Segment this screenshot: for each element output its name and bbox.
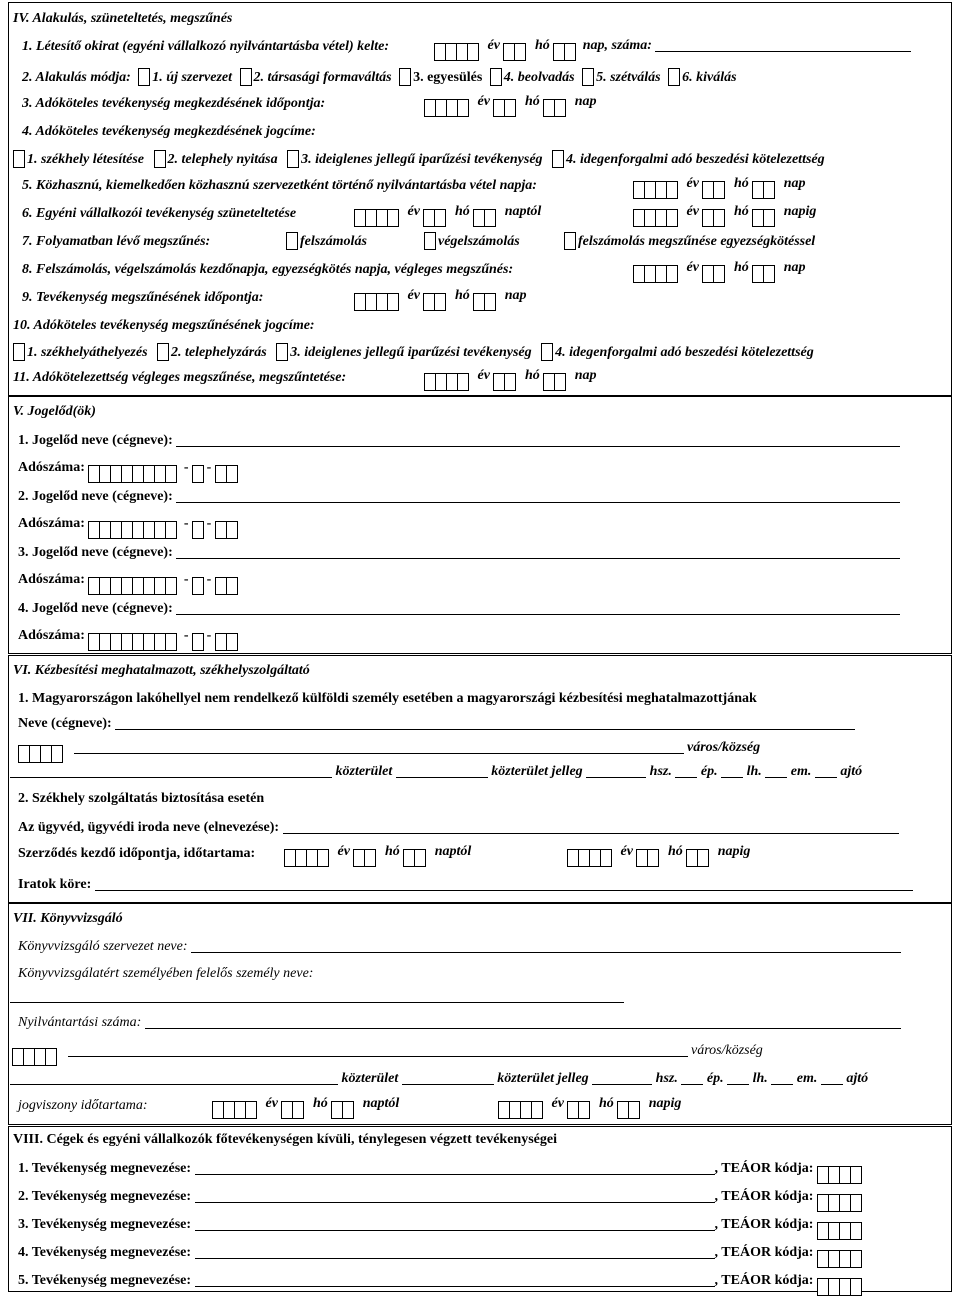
city-field[interactable]: [74, 739, 684, 754]
input-box[interactable]: [457, 373, 469, 391]
checkbox[interactable]: [154, 150, 166, 168]
input-box[interactable]: [666, 181, 678, 199]
month-boxes[interactable]: [493, 373, 515, 391]
checkbox[interactable]: [276, 343, 288, 361]
input-box[interactable]: [713, 209, 725, 227]
predecessor-4-tax: Adószáma: - -: [18, 628, 237, 651]
input-box[interactable]: [484, 209, 496, 227]
documents-field[interactable]: [95, 876, 913, 891]
s7-felelos-line: [10, 988, 624, 1005]
s4-r5-label: 5. Közhasznú, kiemelkedően közhasznú szervezetként történő nyilvántartásba vétel napja:: [22, 178, 537, 193]
tax-county-boxes[interactable]: [215, 521, 237, 539]
postal-code-boxes[interactable]: [12, 1048, 56, 1066]
section-vi-title: VI. Kézbesítési meghatalmazott, székhelyszolgáltató: [13, 663, 310, 678]
day-boxes[interactable]: [553, 43, 575, 61]
input-box[interactable]: [226, 633, 238, 651]
teaor-boxes[interactable]: [817, 1166, 861, 1184]
city-field[interactable]: [68, 1042, 688, 1057]
input-box[interactable]: [713, 181, 725, 199]
input-box[interactable]: [342, 1101, 354, 1119]
input-box[interactable]: [434, 293, 446, 311]
month-boxes[interactable]: [702, 265, 724, 283]
predecessor-name-field[interactable]: [176, 544, 900, 559]
tax-county-boxes[interactable]: [215, 577, 237, 595]
year-boxes[interactable]: [633, 181, 677, 199]
input-box[interactable]: [647, 849, 659, 867]
s4-r10-label: 10. Adóköteles tevékenység megszűnésének jogcíme:: [13, 318, 315, 333]
activity-name-field[interactable]: [195, 1160, 715, 1175]
predecessor-3-name: 3. Jogelőd neve (cégneve):: [18, 544, 900, 561]
checkbox[interactable]: [138, 68, 150, 86]
checkbox[interactable]: [564, 232, 576, 250]
year-boxes[interactable]: [212, 1101, 256, 1119]
s4-row6-from: év hó naptól: [354, 204, 541, 227]
s7-nyilv-row: Nyilvántartási száma:: [18, 1014, 901, 1031]
section-iv-title: IV. Alakulás, szüneteltetés, megszűnés: [13, 11, 233, 26]
checkbox[interactable]: [13, 343, 25, 361]
checkbox[interactable]: [424, 232, 436, 250]
floor-field[interactable]: [765, 763, 787, 778]
month-boxes[interactable]: [353, 849, 375, 867]
day-boxes[interactable]: [543, 99, 565, 117]
checkbox[interactable]: [157, 343, 169, 361]
s6-contract-to: év hó napig: [567, 844, 750, 867]
input-box[interactable]: [192, 633, 204, 651]
auditor-org-field[interactable]: [191, 938, 901, 953]
year-boxes[interactable]: [498, 1101, 542, 1119]
day-boxes[interactable]: [403, 849, 425, 867]
s6-ugyved-row: Az ügyvéd, ügyvédi iroda neve (elnevezése):: [18, 819, 899, 836]
input-box[interactable]: [531, 1101, 543, 1119]
staircase-field[interactable]: [727, 1070, 749, 1085]
input-box[interactable]: [165, 633, 177, 651]
input-box[interactable]: [666, 209, 678, 227]
door-field[interactable]: [815, 763, 837, 778]
year-boxes[interactable]: [567, 849, 611, 867]
tax-id-boxes[interactable]: [88, 633, 176, 651]
activity-name-field[interactable]: [195, 1188, 715, 1203]
s6-contract-from: év hó naptól: [284, 844, 471, 867]
checkbox[interactable]: [13, 150, 25, 168]
input-box[interactable]: [578, 1101, 590, 1119]
input-box[interactable]: [504, 99, 516, 117]
input-box[interactable]: [226, 577, 238, 595]
month-boxes[interactable]: [281, 1101, 303, 1119]
s4-row3-date: év hó nap: [424, 94, 597, 117]
s4-row8-date: év hó nap: [633, 260, 806, 283]
input-box[interactable]: [387, 293, 399, 311]
section-v-title: V. Jogelőd(ök): [13, 404, 96, 419]
section-iv: [8, 2, 952, 396]
s6-szekhely-row: város/község: [18, 739, 760, 763]
s4-row9-date: év hó nap: [354, 288, 527, 311]
input-box[interactable]: [165, 521, 177, 539]
s4-row6-to: év hó napig: [633, 204, 816, 227]
month-boxes[interactable]: [702, 209, 724, 227]
s6-r2-label: 2. Székhely szolgáltatás biztosítása esetén: [18, 791, 265, 806]
input-box[interactable]: [850, 1278, 862, 1296]
day-boxes[interactable]: [752, 181, 774, 199]
name-field[interactable]: [115, 715, 855, 730]
input-box[interactable]: [850, 1222, 862, 1240]
tax-code-box[interactable]: [192, 465, 203, 483]
day-boxes[interactable]: [686, 849, 708, 867]
input-box[interactable]: [457, 99, 469, 117]
tax-county-boxes[interactable]: [215, 465, 237, 483]
tax-id-boxes[interactable]: [88, 465, 176, 483]
checkbox[interactable]: [668, 68, 680, 86]
month-boxes[interactable]: [423, 209, 445, 227]
input-box[interactable]: [504, 373, 516, 391]
day-boxes[interactable]: [752, 209, 774, 227]
input-box[interactable]: [45, 1048, 57, 1066]
street-field[interactable]: [10, 1070, 338, 1085]
s4-row11-date: év hó nap: [424, 368, 597, 391]
tax-county-boxes[interactable]: [215, 633, 237, 651]
input-box[interactable]: [165, 577, 177, 595]
s4-row2: 2. Alakulás módja: 1. új szervezet 2. társasági formaváltás 3. egyesülés 4. beolvadás 5. szétválás 6. kiválás: [22, 70, 737, 85]
street-type-field[interactable]: [396, 763, 488, 778]
tax-code-box[interactable]: [192, 577, 203, 595]
input-box[interactable]: [226, 465, 238, 483]
input-box[interactable]: [666, 265, 678, 283]
predecessor-2-tax: Adószáma: - -: [18, 516, 237, 539]
s4-row1-date: év hó nap, száma:: [434, 37, 911, 61]
checkbox[interactable]: [582, 68, 594, 86]
input-box[interactable]: [387, 209, 399, 227]
teaor-boxes[interactable]: [817, 1194, 861, 1212]
s4-r6-label: 6. Egyéni vállalkozói tevékenység szüneteltetése: [22, 206, 297, 221]
input-box[interactable]: [484, 293, 496, 311]
house-number-field[interactable]: [586, 763, 646, 778]
tax-id-boxes[interactable]: [88, 521, 176, 539]
input-box[interactable]: [763, 265, 775, 283]
day-boxes[interactable]: [331, 1101, 353, 1119]
day-boxes[interactable]: [617, 1101, 639, 1119]
house-number-field[interactable]: [592, 1070, 652, 1085]
s4-r7-label: 7. Folyamatban lévő megszűnés:: [22, 234, 211, 249]
s4-r7-opt3: felszámolás megszűnése egyezségkötéssel: [564, 232, 815, 250]
s7-felelos-label: Könyvvizsgálatért személyében felelős személy neve:: [18, 966, 314, 981]
s7-address-row: közterület közterület jelleg hsz. ép. lh. em. ajtó: [10, 1070, 868, 1087]
s4-r8-label: 8. Felszámolás, végelszámolás kezdőnapja, egyezségkötés napja, végleges megszűnés:: [22, 262, 514, 277]
month-boxes[interactable]: [567, 1101, 589, 1119]
s4-row1: [22, 39, 389, 55]
activity-row-4: 4. Tevékenység megnevezése: , TEÁOR kódja:: [18, 1244, 861, 1268]
year-boxes[interactable]: [633, 209, 677, 227]
predecessor-3-tax: Adószáma: - -: [18, 572, 237, 595]
checkbox[interactable]: [287, 150, 299, 168]
s6-r1-label: 1. Magyarországon lakóhellyel nem rendelkező külföldi személy esetében a magyarországi kézbesítési meghatalmazottjának: [18, 691, 757, 706]
input-box[interactable]: [763, 209, 775, 227]
input-box[interactable]: [226, 521, 238, 539]
lawyer-name-field[interactable]: [283, 819, 899, 834]
number-field[interactable]: [655, 37, 911, 52]
s4-r4-label: 4. Adóköteles tevékenység megkezdésének jogcíme:: [22, 124, 316, 139]
month-boxes[interactable]: [423, 293, 445, 311]
input-box[interactable]: [364, 849, 376, 867]
activity-name-field[interactable]: [195, 1272, 715, 1287]
input-box[interactable]: [192, 465, 204, 483]
input-box[interactable]: [554, 99, 566, 117]
s7-relation-to: év hó napig: [498, 1096, 681, 1119]
checkbox[interactable]: [490, 68, 502, 86]
street-type-field[interactable]: [402, 1070, 494, 1085]
teaor-boxes[interactable]: [817, 1250, 861, 1268]
s4-r1-label: 1. Létesítő okirat (egyéni vállalkozó nyilvántartásba vétel) kelte:: [22, 39, 390, 54]
tax-code-box[interactable]: [192, 521, 203, 539]
staircase-field[interactable]: [721, 763, 743, 778]
s4-row10-options: 1. székhelyáthelyezés 2. telephelyzárás 3. ideiglenes jellegű iparűzési tevékenység 4. idegenforgalmi adó beszedési kötelezettség: [13, 343, 814, 361]
predecessor-1-tax: Adószáma: - -: [18, 460, 237, 483]
predecessor-name-field[interactable]: [176, 600, 900, 615]
predecessor-name-field[interactable]: [176, 488, 900, 503]
s7-jogviszony-label: jogviszony időtartama:: [18, 1098, 148, 1113]
building-field[interactable]: [681, 1070, 703, 1085]
section-viii-title: VIII. Cégek és egyéni vállalkozók főtevékenységen kívüli, ténylegesen végzett tevékenységei: [13, 1132, 557, 1147]
checkbox[interactable]: [541, 343, 553, 361]
s7-szervezet-row: Könyvvizsgáló szervezet neve:: [18, 938, 901, 955]
checkbox[interactable]: [552, 150, 564, 168]
registration-number-field[interactable]: [145, 1014, 901, 1029]
activity-name-field[interactable]: [195, 1216, 715, 1231]
input-box[interactable]: [554, 373, 566, 391]
activity-row-2: 2. Tevékenység megnevezése: , TEÁOR kódja:: [18, 1188, 861, 1212]
tax-code-box[interactable]: [192, 633, 203, 651]
predecessor-name-field[interactable]: [176, 432, 900, 447]
input-box[interactable]: [763, 181, 775, 199]
year-boxes[interactable]: [434, 43, 478, 61]
predecessor-4-name: 4. Jogelőd neve (cégneve):: [18, 600, 900, 617]
street-field[interactable]: [10, 763, 332, 778]
input-box[interactable]: [514, 43, 526, 61]
year-boxes[interactable]: [354, 209, 398, 227]
s4-r3-label: 3. Adóköteles tevékenység megkezdésének időpontja:: [22, 96, 326, 111]
input-box[interactable]: [414, 849, 426, 867]
input-box[interactable]: [245, 1101, 257, 1119]
s6-iratok-row: Iratok köre:: [18, 876, 913, 893]
s6-address-row: közterület közterület jelleg hsz. ép. lh. em. ajtó: [10, 763, 862, 780]
input-box[interactable]: [713, 265, 725, 283]
input-box[interactable]: [697, 849, 709, 867]
s6-szerzodes-row: Szerződés kezdő időpontja, időtartama:: [18, 846, 256, 861]
year-boxes[interactable]: [633, 265, 677, 283]
input-box[interactable]: [51, 745, 63, 763]
floor-field[interactable]: [771, 1070, 793, 1085]
teaor-boxes[interactable]: [817, 1222, 861, 1240]
day-boxes[interactable]: [473, 209, 495, 227]
s4-r11-label: 11. Adókötelezettség végleges megszűnése, megszűntetése:: [13, 370, 347, 385]
s4-r7-opt1: felszámolás: [286, 232, 367, 250]
s4-row4-options: 1. székhely létesítése 2. telephely nyitása 3. ideiglenes jellegű iparűzési tevékenység 4. idegenforgalmi adó beszedési kötelezettség: [13, 150, 825, 168]
checkbox[interactable]: [286, 232, 298, 250]
day-boxes[interactable]: [543, 373, 565, 391]
month-boxes[interactable]: [702, 181, 724, 199]
s6-neve-row: Neve (cégneve):: [18, 715, 855, 732]
year-boxes[interactable]: [424, 373, 468, 391]
s4-row5-date: év hó nap: [633, 176, 806, 199]
input-box[interactable]: [292, 1101, 304, 1119]
postal-code-boxes[interactable]: [18, 745, 62, 763]
year-boxes[interactable]: [424, 99, 468, 117]
s7-relation-from: év hó naptól: [212, 1096, 399, 1119]
s7-szekhely-row: város/község: [12, 1042, 763, 1066]
input-box[interactable]: [317, 849, 329, 867]
section-vii-title: VII. Könyvvizsgáló: [13, 911, 123, 926]
s4-r9-label: 9. Tevékenység megszűnésének időpontja:: [22, 290, 264, 305]
teaor-boxes[interactable]: [817, 1278, 861, 1296]
predecessor-1-name: 1. Jogelőd neve (cégneve):: [18, 432, 900, 449]
activity-name-field[interactable]: [195, 1244, 715, 1259]
input-box[interactable]: [850, 1166, 862, 1184]
activity-row-1: 1. Tevékenység megnevezése: , TEÁOR kódja:: [18, 1160, 861, 1184]
month-boxes[interactable]: [636, 849, 658, 867]
activity-row-3: 3. Tevékenység megnevezése: , TEÁOR kódja:: [18, 1216, 861, 1240]
input-box[interactable]: [600, 849, 612, 867]
day-boxes[interactable]: [473, 293, 495, 311]
door-field[interactable]: [821, 1070, 843, 1085]
month-boxes[interactable]: [503, 43, 525, 61]
activity-row-5: 5. Tevékenység megnevezése: , TEÁOR kódja:: [18, 1272, 861, 1296]
responsible-person-field[interactable]: [10, 988, 624, 1003]
year-boxes[interactable]: [354, 293, 398, 311]
tax-id-boxes[interactable]: [88, 577, 176, 595]
year-boxes[interactable]: [284, 849, 328, 867]
predecessor-2-name: 2. Jogelőd neve (cégneve):: [18, 488, 900, 505]
building-field[interactable]: [675, 763, 697, 778]
input-box[interactable]: [467, 43, 479, 61]
input-box[interactable]: [192, 521, 204, 539]
s4-r7-opt2: végelszámolás: [424, 232, 520, 250]
month-boxes[interactable]: [493, 99, 515, 117]
checkbox[interactable]: [240, 68, 252, 86]
input-box[interactable]: [192, 577, 204, 595]
input-box[interactable]: [850, 1194, 862, 1212]
input-box[interactable]: [165, 465, 177, 483]
day-boxes[interactable]: [752, 265, 774, 283]
input-box[interactable]: [434, 209, 446, 227]
input-box[interactable]: [850, 1250, 862, 1268]
input-box[interactable]: [564, 43, 576, 61]
input-box[interactable]: [628, 1101, 640, 1119]
checkbox[interactable]: [399, 68, 411, 86]
